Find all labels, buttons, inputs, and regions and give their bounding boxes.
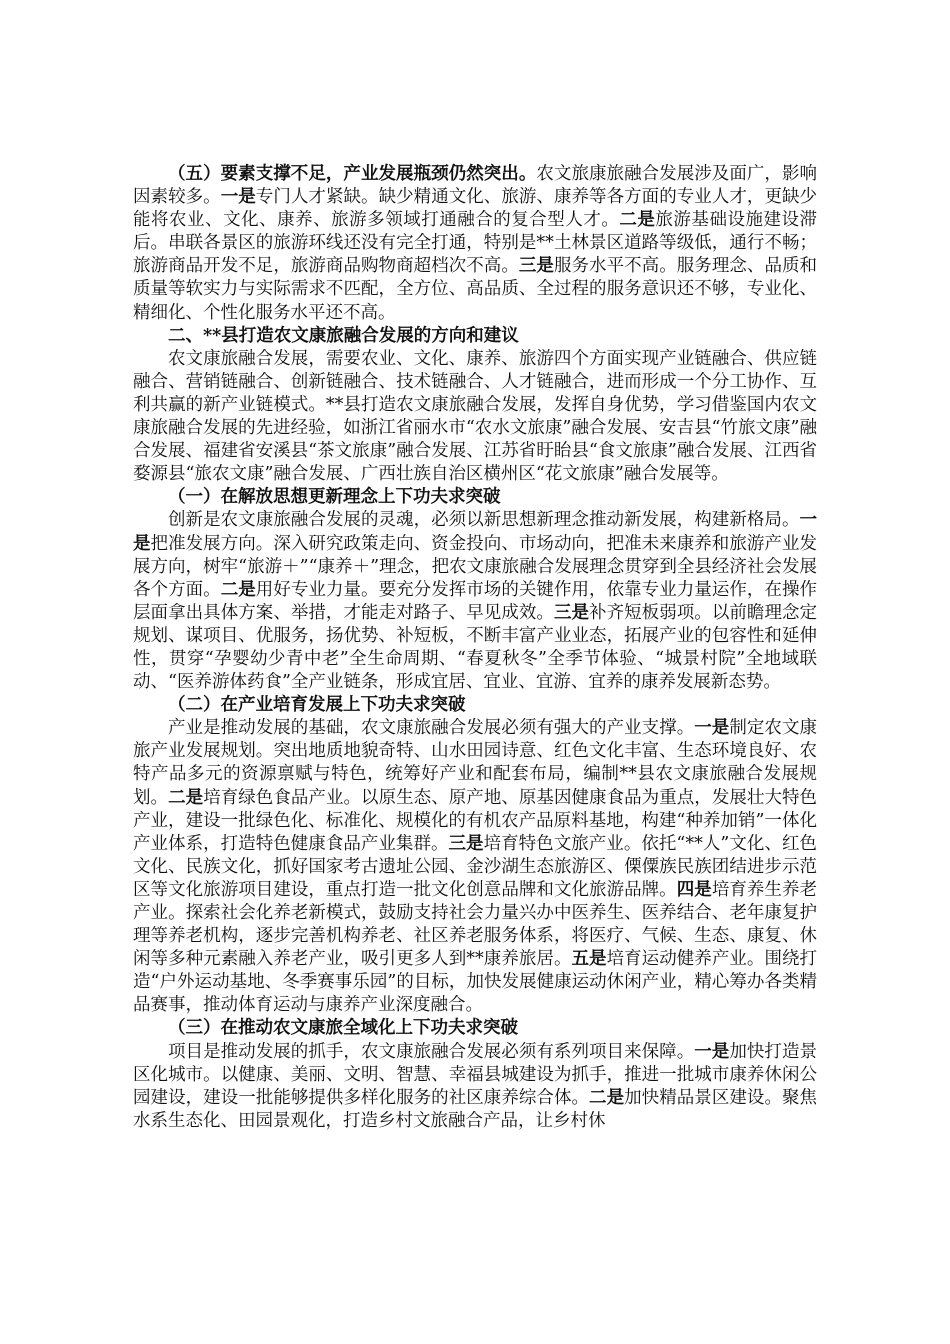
subsection-two-paragraph <box>133 717 817 1017</box>
keyword-1: 一是 <box>133 510 817 554</box>
keyword-1: 一是 <box>694 1041 730 1062</box>
part-two-heading: 二、**县打造农文康旅融合发展的方向和建议 <box>168 325 519 346</box>
section-five-text-4: 服务水平不高。服务理念、品质和质量等软实力与实际需求不匹配，全方位、高品质、全过程的服务意识还不够，专业化、精细化、个性化服务水平还不高。 <box>133 256 818 323</box>
subsection-three-text-3: 加快精品景区建设。聚焦水系生态化、田园景观化，打造乡村文旅融合产品，让乡村休 <box>133 1087 818 1131</box>
section-five-text-2: 专门人才紧缺。缺少精通文化、旅游、康养等各方面的专业人才，更缺少能将农业、文化、康养、旅游多领域打通融合的复合型人才。 <box>133 187 818 231</box>
keyword-1: 一是 <box>220 187 256 208</box>
part-two-intro: 农文康旅融合发展，需要农业、文化、康养、旅游四个方面实现产业链融合、供应链融合、营销链融合、创新链融合、技术链融合、人才链融合，进而形成一个分工协作、互利共赢的新产业链模式。**县打造农文康旅融合发展，发挥自身优势，学习借鉴国内农文康旅融合发展的先进经验，如浙江省丽水市“农水文旅康”融合发展、安吉县“竹旅文康”融合发展、福建省安溪县“茶文旅康”融合发展、江苏省盱眙县“食文旅康”融合发展、江西省婺源县“旅农文康”融合发展、广西壮族自治区横州区“花文旅康”融合发展等。 <box>133 348 817 485</box>
keyword-3: 三是 <box>518 256 554 277</box>
subsection-two-text-5: 培育养生养老产业。探索社会化养老新模式，鼓励支持社会力量兴办中医养生、医养结合、老年康复护理等养老机构，逐步完善机构养老、社区养老服务体系，将医疗、气候、生态、康复、休闲等多种元素融入养老产业，吸引更多人到**康养旅居。 <box>133 879 818 970</box>
subsection-two-heading: （二）在产业培育发展上下功夫求突破 <box>168 695 466 716</box>
subsection-two-text-2: 制定农文康旅产业发展规划。突出地质地貌奇特、山水田园诗意、红色文化丰富、生态环境良好、农特产品多元的资源禀赋与特色，统筹好产业和配套布局，编制**县农文康旅融合发展规划。 <box>133 718 818 808</box>
keyword-2: 二是 <box>619 210 656 231</box>
keyword-2: 二是 <box>589 1087 625 1108</box>
subsection-one-text-4: 补齐短板弱项。以前瞻理念定规划、谋项目、优服务，扬优势、补短板，不断丰富产业业态，拓展产业的包容性和延伸性，贯穿“孕婴幼少青中老”全生命周期、“春夏秋冬”全季节体验、“城景村院”全地域联动、“医养游体药食”全产业链条，形成宜居、宜业、宜游、宜养的康养发展新态势。 <box>133 602 818 693</box>
subsection-one-heading: （一）在解放思想更新理念上下功夫求突破 <box>168 487 501 508</box>
subsection-two-text-4: 培育特色文旅产业。依托“**人”文化、红色文化、民族文化，抓好国家考古遗址公园、金沙湖生态旅游区、傈僳族民族团结进步示范区等文化旅游项目建设，重点打造一批文化创意品牌和文化旅游品牌。 <box>133 833 818 900</box>
document-page <box>133 163 817 1133</box>
subsection-two-text-1: 产业是推动发展的基础，农文康旅融合发展必须有强大的产业支撑。 <box>168 718 695 739</box>
keyword-2: 二是 <box>168 787 204 808</box>
keyword-1: 一是 <box>694 718 730 739</box>
subsection-one-paragraph <box>133 509 817 694</box>
keyword-5: 五是 <box>571 949 607 970</box>
keyword-2: 二是 <box>220 579 256 600</box>
section-five-lead: （五）要素支撑不足，产业发展瓶颈仍然突出。 <box>168 164 537 184</box>
subsection-three-text-2: 加快打造景区化城市。以健康、美丽、文明、智慧、幸福县城建设为抓手，推进一批城市康养休闲公园建设，建设一批能够提供多样化服务的社区康养综合体。 <box>133 1041 818 1108</box>
keyword-4: 四是 <box>676 879 712 900</box>
section-five-text-3: 旅游基础设施建设滞后。串联各景区的旅游环线还没有完全打通，特别是**土林景区道路等级低，通行不畅；旅游商品开发不足，旅游商品购物商超档次不高。 <box>133 210 818 277</box>
subsection-three-text-1: 项目是推动发展的抓手，农文康旅融合发展必须有系列项目来保障。 <box>168 1041 695 1062</box>
keyword-3: 三是 <box>553 602 590 623</box>
subsection-one-text-1: 创新是农文康旅融合发展的灵魂，必须以新思想新理念推动新发展，构建新格局。 <box>168 510 800 531</box>
section-five-paragraph <box>133 163 817 325</box>
subsection-three-heading: （三）在推动农文康旅全域化上下功夫求突破 <box>168 1018 518 1039</box>
subsection-one-text-2: 把准发展方向。深入研究政策走向、资金投向、市场动向，把准未来康养和旅游产业发展方向，树牢“旅游＋”“康养＋”理念，把农文康旅融合发展理念贯穿到全县经济社会发展各个方面。 <box>133 533 818 600</box>
subsection-two-text-3: 培育绿色食品产业。以原生态、原产地、原基因健康食品为重点，发展壮大特色产业，建设一批绿色化、标准化、规模化的有机农产品原料基地，构建“种养加销”一体化产业体系，打造特色健康食品产业集群。 <box>133 787 818 854</box>
subsection-three-paragraph <box>133 1041 817 1133</box>
keyword-3: 三是 <box>448 833 484 854</box>
section-five-text-1: 农文旅康旅融合发展涉及面广，影响因素较多。 <box>133 164 817 208</box>
subsection-two-text-6: 培育运动健养产业。围绕打造“户外运动基地、冬季赛事乐园”的目标，加快发展健康运动休闲产业，精心筹办各类精品赛事，推动体育运动与康养产业深度融合。 <box>133 949 818 1016</box>
subsection-one-text-3: 用好专业力量。要充分发挥市场的关键作用，依靠专业力量运作，在操作层面拿出具体方案、举措，才能走对路子、早见成效。 <box>133 579 818 623</box>
